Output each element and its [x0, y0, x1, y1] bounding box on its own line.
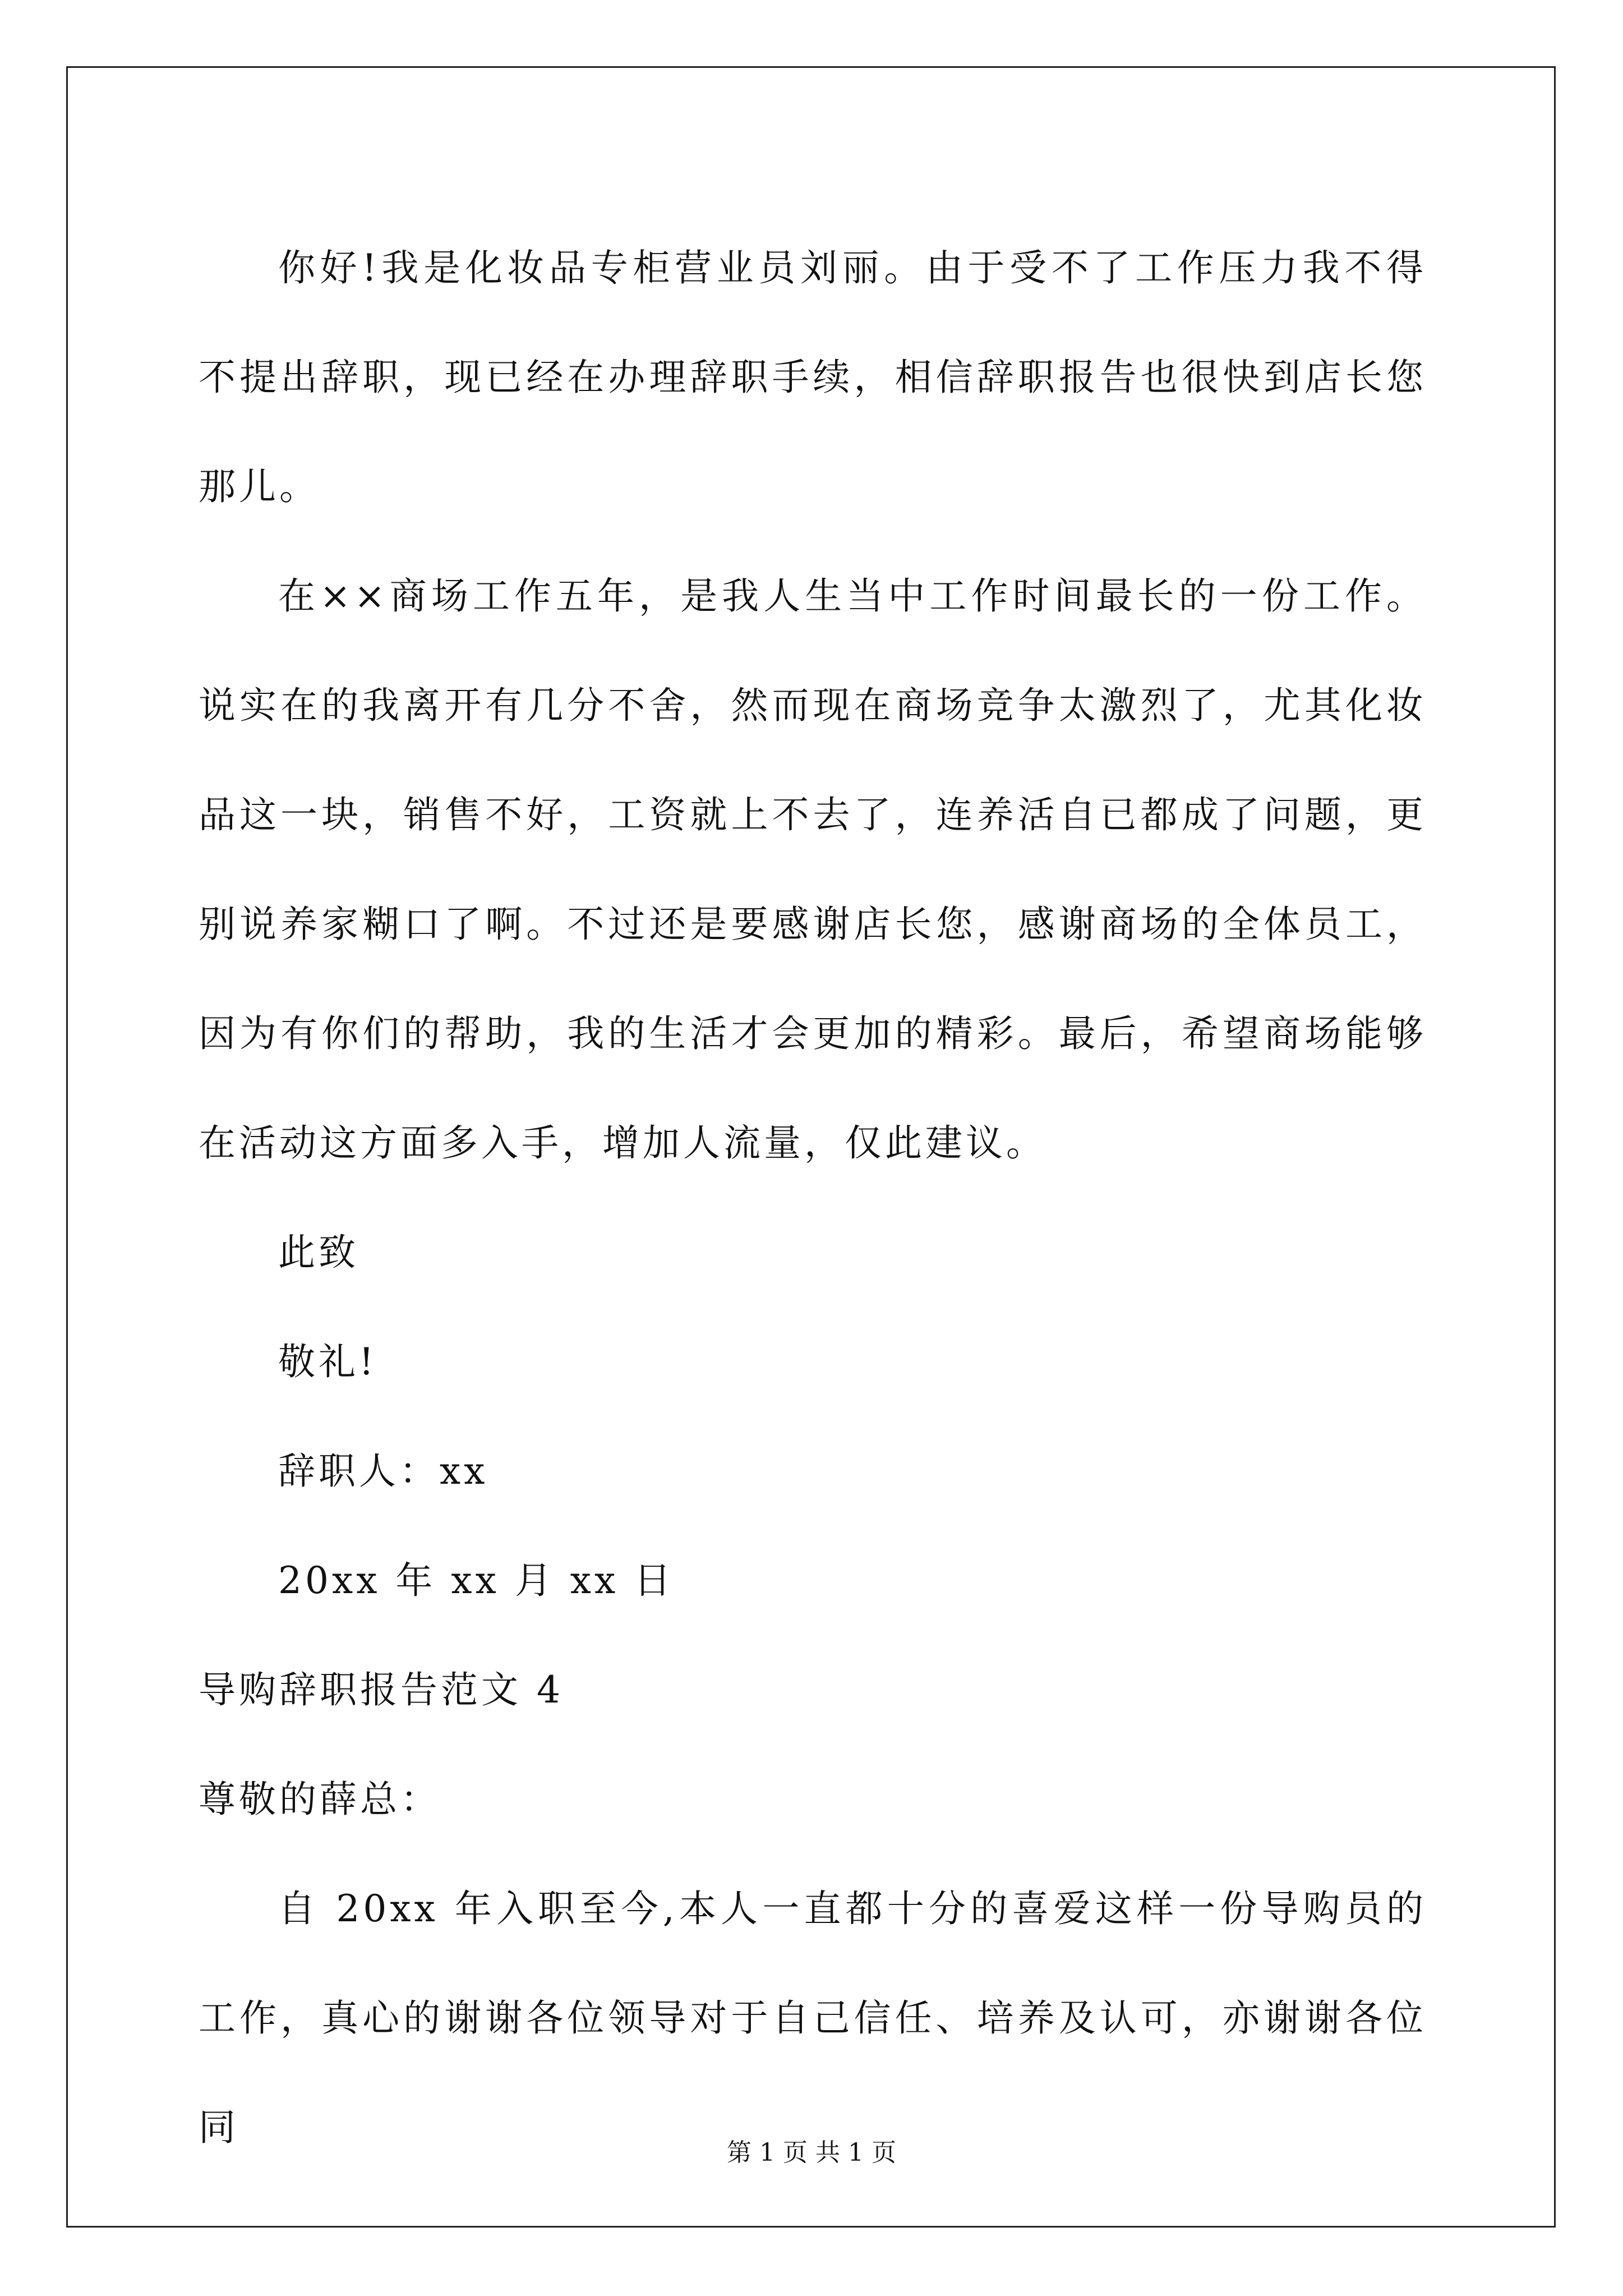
section-title: 导购辞职报告范文 4: [199, 1668, 564, 1711]
paragraph-body: 在××商场工作五年，是我人生当中工作时间最长的一份工作。说实在的我离开有几分不舍，然而现在商场竞争太激烈了，尤其化妆品这一块，销售不好，工资就上不去了，连养活自已都成了问题，更别说养家糊口了啊。不过还是要感谢店长您，感谢商场的全体员工，因为有你们的帮助，我的生活才会更加的精彩。最后，希望商场能够在活动这方面多入手，增加人流量，仅此建议。: [199, 574, 1427, 1165]
signature-line: 辞职人：xx: [278, 1450, 488, 1493]
paragraph-greeting: 你好!我是化妆品专柜营业员刘丽。由于受不了工作压力我不得不提出辞职，现已经在办理辞职手续，相信辞职报告也很快到店长您那儿。: [199, 246, 1427, 508]
date-line: 20xx 年 xx 月 xx 日: [278, 1559, 675, 1602]
page-footer: 第 1 页 共 1 页: [727, 2138, 896, 2167]
closing-phrase: 此致: [278, 1231, 359, 1274]
salutation: 敬礼!: [278, 1340, 377, 1383]
document-body: [199, 213, 1427, 2182]
recipient-greeting: 尊敬的薛总：: [199, 1778, 441, 1821]
paragraph-intro: 自 20xx 年入职至今,本人一直都十分的喜爱这样一份导购员的工作，真心的谢谢各位领导对于自己信任、培养及认可，亦谢谢各位同: [199, 1887, 1427, 2149]
